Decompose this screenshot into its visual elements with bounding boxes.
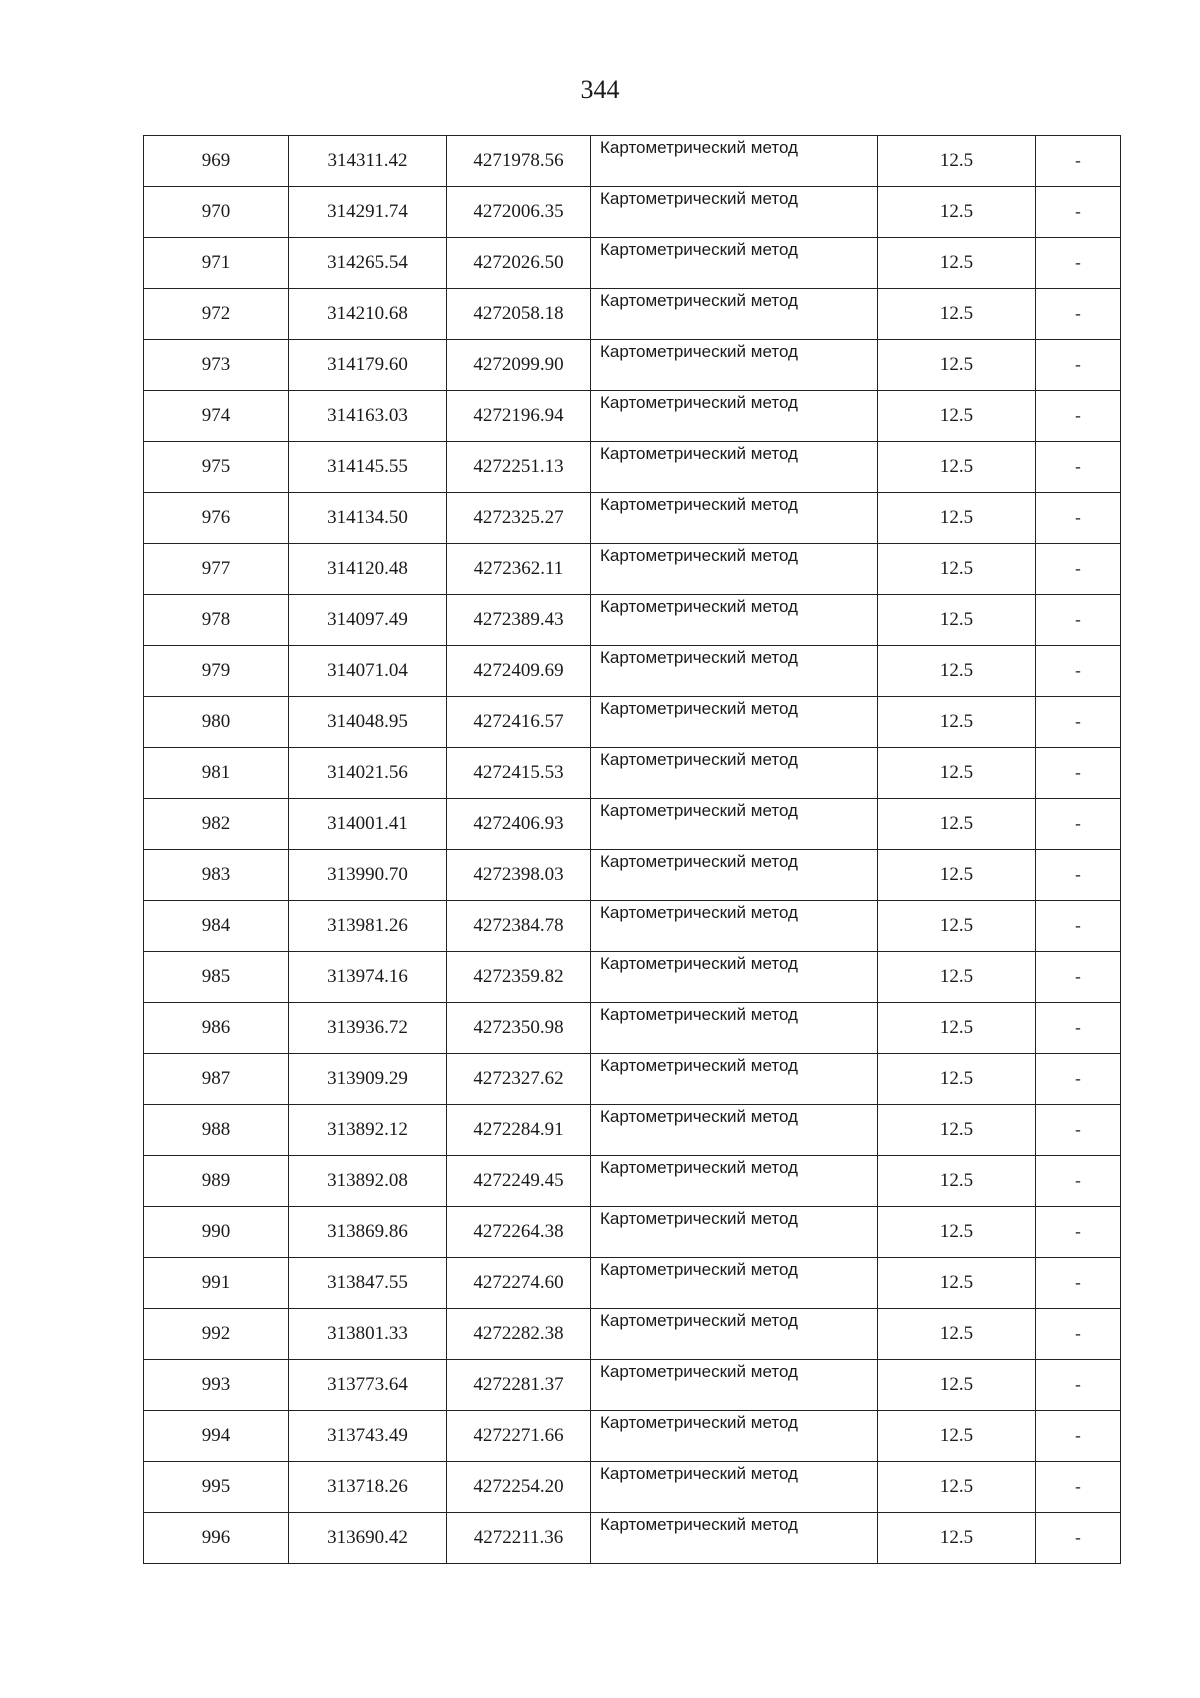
table-row (144, 1258, 1121, 1309)
x-coordinate-cell: 313743.49 (289, 1411, 447, 1462)
method-cell: Картометрический метод (591, 901, 878, 952)
method-cell: Картометрический метод (591, 1156, 878, 1207)
point-number-cell: 994 (144, 1411, 289, 1462)
point-number-cell: 969 (144, 136, 289, 187)
x-coordinate-cell: 313690.42 (289, 1513, 447, 1564)
method-cell: Картометрический метод (591, 187, 878, 238)
x-coordinate-cell: 314134.50 (289, 493, 447, 544)
point-number-cell: 988 (144, 1105, 289, 1156)
x-coordinate-cell: 314210.68 (289, 289, 447, 340)
point-number-cell: 975 (144, 442, 289, 493)
y-coordinate-cell: 4272359.82 (447, 952, 591, 1003)
x-coordinate-cell: 314097.49 (289, 595, 447, 646)
accuracy-cell: 12.5 (878, 1054, 1036, 1105)
table-row (144, 187, 1121, 238)
x-coordinate-cell: 314163.03 (289, 391, 447, 442)
table-row (144, 1003, 1121, 1054)
note-cell: - (1036, 1156, 1121, 1207)
table-row (144, 1207, 1121, 1258)
note-cell: - (1036, 952, 1121, 1003)
x-coordinate-cell: 314311.42 (289, 136, 447, 187)
table-row (144, 340, 1121, 391)
accuracy-cell: 12.5 (878, 1411, 1036, 1462)
note-cell: - (1036, 901, 1121, 952)
page-number: 344 (580, 75, 620, 104)
x-coordinate-cell: 313974.16 (289, 952, 447, 1003)
y-coordinate-cell: 4272211.36 (447, 1513, 591, 1564)
table-row (144, 1105, 1121, 1156)
point-number-cell: 990 (144, 1207, 289, 1258)
note-cell: - (1036, 1462, 1121, 1513)
note-cell: - (1036, 799, 1121, 850)
accuracy-cell: 12.5 (878, 952, 1036, 1003)
y-coordinate-cell: 4272384.78 (447, 901, 591, 952)
point-number-cell: 986 (144, 1003, 289, 1054)
note-cell: - (1036, 1411, 1121, 1462)
method-cell: Картометрический метод (591, 748, 878, 799)
y-coordinate-cell: 4272264.38 (447, 1207, 591, 1258)
x-coordinate-cell: 313936.72 (289, 1003, 447, 1054)
accuracy-cell: 12.5 (878, 289, 1036, 340)
point-number-cell: 987 (144, 1054, 289, 1105)
method-cell: Картометрический метод (591, 1513, 878, 1564)
point-number-cell: 993 (144, 1360, 289, 1411)
note-cell: - (1036, 850, 1121, 901)
y-coordinate-cell: 4272006.35 (447, 187, 591, 238)
y-coordinate-cell: 4272026.50 (447, 238, 591, 289)
x-coordinate-cell: 314179.60 (289, 340, 447, 391)
note-cell: - (1036, 136, 1121, 187)
point-number-cell: 978 (144, 595, 289, 646)
note-cell: - (1036, 391, 1121, 442)
x-coordinate-cell: 314120.48 (289, 544, 447, 595)
point-number-cell: 974 (144, 391, 289, 442)
method-cell: Картометрический метод (591, 850, 878, 901)
note-cell: - (1036, 1258, 1121, 1309)
accuracy-cell: 12.5 (878, 697, 1036, 748)
point-number-cell: 980 (144, 697, 289, 748)
table-row (144, 595, 1121, 646)
note-cell: - (1036, 493, 1121, 544)
method-cell: Картометрический метод (591, 1207, 878, 1258)
note-cell: - (1036, 1003, 1121, 1054)
y-coordinate-cell: 4272271.66 (447, 1411, 591, 1462)
table-row (144, 1309, 1121, 1360)
accuracy-cell: 12.5 (878, 646, 1036, 697)
method-cell: Картометрический метод (591, 340, 878, 391)
y-coordinate-cell: 4271978.56 (447, 136, 591, 187)
point-number-cell: 981 (144, 748, 289, 799)
accuracy-cell: 12.5 (878, 1513, 1036, 1564)
y-coordinate-cell: 4272196.94 (447, 391, 591, 442)
y-coordinate-cell: 4272350.98 (447, 1003, 591, 1054)
note-cell: - (1036, 1105, 1121, 1156)
table-row (144, 1411, 1121, 1462)
accuracy-cell: 12.5 (878, 136, 1036, 187)
accuracy-cell: 12.5 (878, 1156, 1036, 1207)
table-row (144, 1054, 1121, 1105)
note-cell: - (1036, 646, 1121, 697)
accuracy-cell: 12.5 (878, 544, 1036, 595)
accuracy-cell: 12.5 (878, 1360, 1036, 1411)
table-row (144, 1156, 1121, 1207)
table-row (144, 1462, 1121, 1513)
point-number-cell: 989 (144, 1156, 289, 1207)
table-row (144, 799, 1121, 850)
method-cell: Картометрический метод (591, 544, 878, 595)
method-cell: Картометрический метод (591, 1309, 878, 1360)
accuracy-cell: 12.5 (878, 1462, 1036, 1513)
accuracy-cell: 12.5 (878, 238, 1036, 289)
x-coordinate-cell: 314021.56 (289, 748, 447, 799)
accuracy-cell: 12.5 (878, 1258, 1036, 1309)
table-row (144, 850, 1121, 901)
point-number-cell: 992 (144, 1309, 289, 1360)
method-cell: Картометрический метод (591, 238, 878, 289)
y-coordinate-cell: 4272325.27 (447, 493, 591, 544)
y-coordinate-cell: 4272282.38 (447, 1309, 591, 1360)
method-cell: Картометрический метод (591, 1258, 878, 1309)
y-coordinate-cell: 4272058.18 (447, 289, 591, 340)
note-cell: - (1036, 442, 1121, 493)
accuracy-cell: 12.5 (878, 1105, 1036, 1156)
method-cell: Картометрический метод (591, 952, 878, 1003)
y-coordinate-cell: 4272409.69 (447, 646, 591, 697)
accuracy-cell: 12.5 (878, 442, 1036, 493)
x-coordinate-cell: 313718.26 (289, 1462, 447, 1513)
note-cell: - (1036, 1207, 1121, 1258)
table-row (144, 952, 1121, 1003)
y-coordinate-cell: 4272099.90 (447, 340, 591, 391)
accuracy-cell: 12.5 (878, 340, 1036, 391)
method-cell: Картометрический метод (591, 1054, 878, 1105)
note-cell: - (1036, 748, 1121, 799)
note-cell: - (1036, 544, 1121, 595)
y-coordinate-cell: 4272398.03 (447, 850, 591, 901)
table-row (144, 136, 1121, 187)
y-coordinate-cell: 4272254.20 (447, 1462, 591, 1513)
table-row (144, 442, 1121, 493)
point-number-cell: 979 (144, 646, 289, 697)
accuracy-cell: 12.5 (878, 595, 1036, 646)
x-coordinate-cell: 314001.41 (289, 799, 447, 850)
table-row (144, 1360, 1121, 1411)
y-coordinate-cell: 4272251.13 (447, 442, 591, 493)
table-row (144, 544, 1121, 595)
x-coordinate-cell: 313990.70 (289, 850, 447, 901)
method-cell: Картометрический метод (591, 391, 878, 442)
x-coordinate-cell: 314048.95 (289, 697, 447, 748)
x-coordinate-cell: 313892.08 (289, 1156, 447, 1207)
x-coordinate-cell: 313981.26 (289, 901, 447, 952)
accuracy-cell: 12.5 (878, 391, 1036, 442)
note-cell: - (1036, 187, 1121, 238)
coordinates-table-body (144, 136, 1121, 1564)
point-number-cell: 976 (144, 493, 289, 544)
method-cell: Картометрический метод (591, 1003, 878, 1054)
point-number-cell: 977 (144, 544, 289, 595)
note-cell: - (1036, 595, 1121, 646)
y-coordinate-cell: 4272362.11 (447, 544, 591, 595)
table-row (144, 646, 1121, 697)
point-number-cell: 972 (144, 289, 289, 340)
method-cell: Картометрический метод (591, 697, 878, 748)
point-number-cell: 971 (144, 238, 289, 289)
y-coordinate-cell: 4272249.45 (447, 1156, 591, 1207)
point-number-cell: 983 (144, 850, 289, 901)
y-coordinate-cell: 4272416.57 (447, 697, 591, 748)
point-number-cell: 982 (144, 799, 289, 850)
point-number-cell: 985 (144, 952, 289, 1003)
y-coordinate-cell: 4272389.43 (447, 595, 591, 646)
x-coordinate-cell: 314145.55 (289, 442, 447, 493)
point-number-cell: 970 (144, 187, 289, 238)
table-row (144, 901, 1121, 952)
accuracy-cell: 12.5 (878, 1309, 1036, 1360)
method-cell: Картометрический метод (591, 442, 878, 493)
coordinates-table (143, 135, 1121, 1564)
y-coordinate-cell: 4272274.60 (447, 1258, 591, 1309)
y-coordinate-cell: 4272284.91 (447, 1105, 591, 1156)
x-coordinate-cell: 314291.74 (289, 187, 447, 238)
method-cell: Картометрический метод (591, 646, 878, 697)
accuracy-cell: 12.5 (878, 187, 1036, 238)
method-cell: Картометрический метод (591, 136, 878, 187)
y-coordinate-cell: 4272327.62 (447, 1054, 591, 1105)
method-cell: Картометрический метод (591, 1462, 878, 1513)
note-cell: - (1036, 1309, 1121, 1360)
point-number-cell: 995 (144, 1462, 289, 1513)
table-row (144, 697, 1121, 748)
point-number-cell: 973 (144, 340, 289, 391)
x-coordinate-cell: 313909.29 (289, 1054, 447, 1105)
table-row (144, 289, 1121, 340)
x-coordinate-cell: 313892.12 (289, 1105, 447, 1156)
x-coordinate-cell: 314071.04 (289, 646, 447, 697)
point-number-cell: 996 (144, 1513, 289, 1564)
x-coordinate-cell: 313801.33 (289, 1309, 447, 1360)
accuracy-cell: 12.5 (878, 748, 1036, 799)
accuracy-cell: 12.5 (878, 799, 1036, 850)
x-coordinate-cell: 313869.86 (289, 1207, 447, 1258)
accuracy-cell: 12.5 (878, 1207, 1036, 1258)
method-cell: Картометрический метод (591, 1360, 878, 1411)
note-cell: - (1036, 1360, 1121, 1411)
y-coordinate-cell: 4272281.37 (447, 1360, 591, 1411)
x-coordinate-cell: 314265.54 (289, 238, 447, 289)
table-row (144, 1513, 1121, 1564)
y-coordinate-cell: 4272415.53 (447, 748, 591, 799)
note-cell: - (1036, 697, 1121, 748)
accuracy-cell: 12.5 (878, 493, 1036, 544)
table-row (144, 391, 1121, 442)
x-coordinate-cell: 313773.64 (289, 1360, 447, 1411)
table-row (144, 238, 1121, 289)
note-cell: - (1036, 1513, 1121, 1564)
note-cell: - (1036, 340, 1121, 391)
point-number-cell: 991 (144, 1258, 289, 1309)
accuracy-cell: 12.5 (878, 1003, 1036, 1054)
accuracy-cell: 12.5 (878, 850, 1036, 901)
accuracy-cell: 12.5 (878, 901, 1036, 952)
table-row (144, 748, 1121, 799)
method-cell: Картометрический метод (591, 799, 878, 850)
note-cell: - (1036, 1054, 1121, 1105)
y-coordinate-cell: 4272406.93 (447, 799, 591, 850)
table-row (144, 493, 1121, 544)
note-cell: - (1036, 289, 1121, 340)
method-cell: Картометрический метод (591, 493, 878, 544)
method-cell: Картометрический метод (591, 595, 878, 646)
point-number-cell: 984 (144, 901, 289, 952)
x-coordinate-cell: 313847.55 (289, 1258, 447, 1309)
method-cell: Картометрический метод (591, 1105, 878, 1156)
method-cell: Картометрический метод (591, 289, 878, 340)
method-cell: Картометрический метод (591, 1411, 878, 1462)
note-cell: - (1036, 238, 1121, 289)
